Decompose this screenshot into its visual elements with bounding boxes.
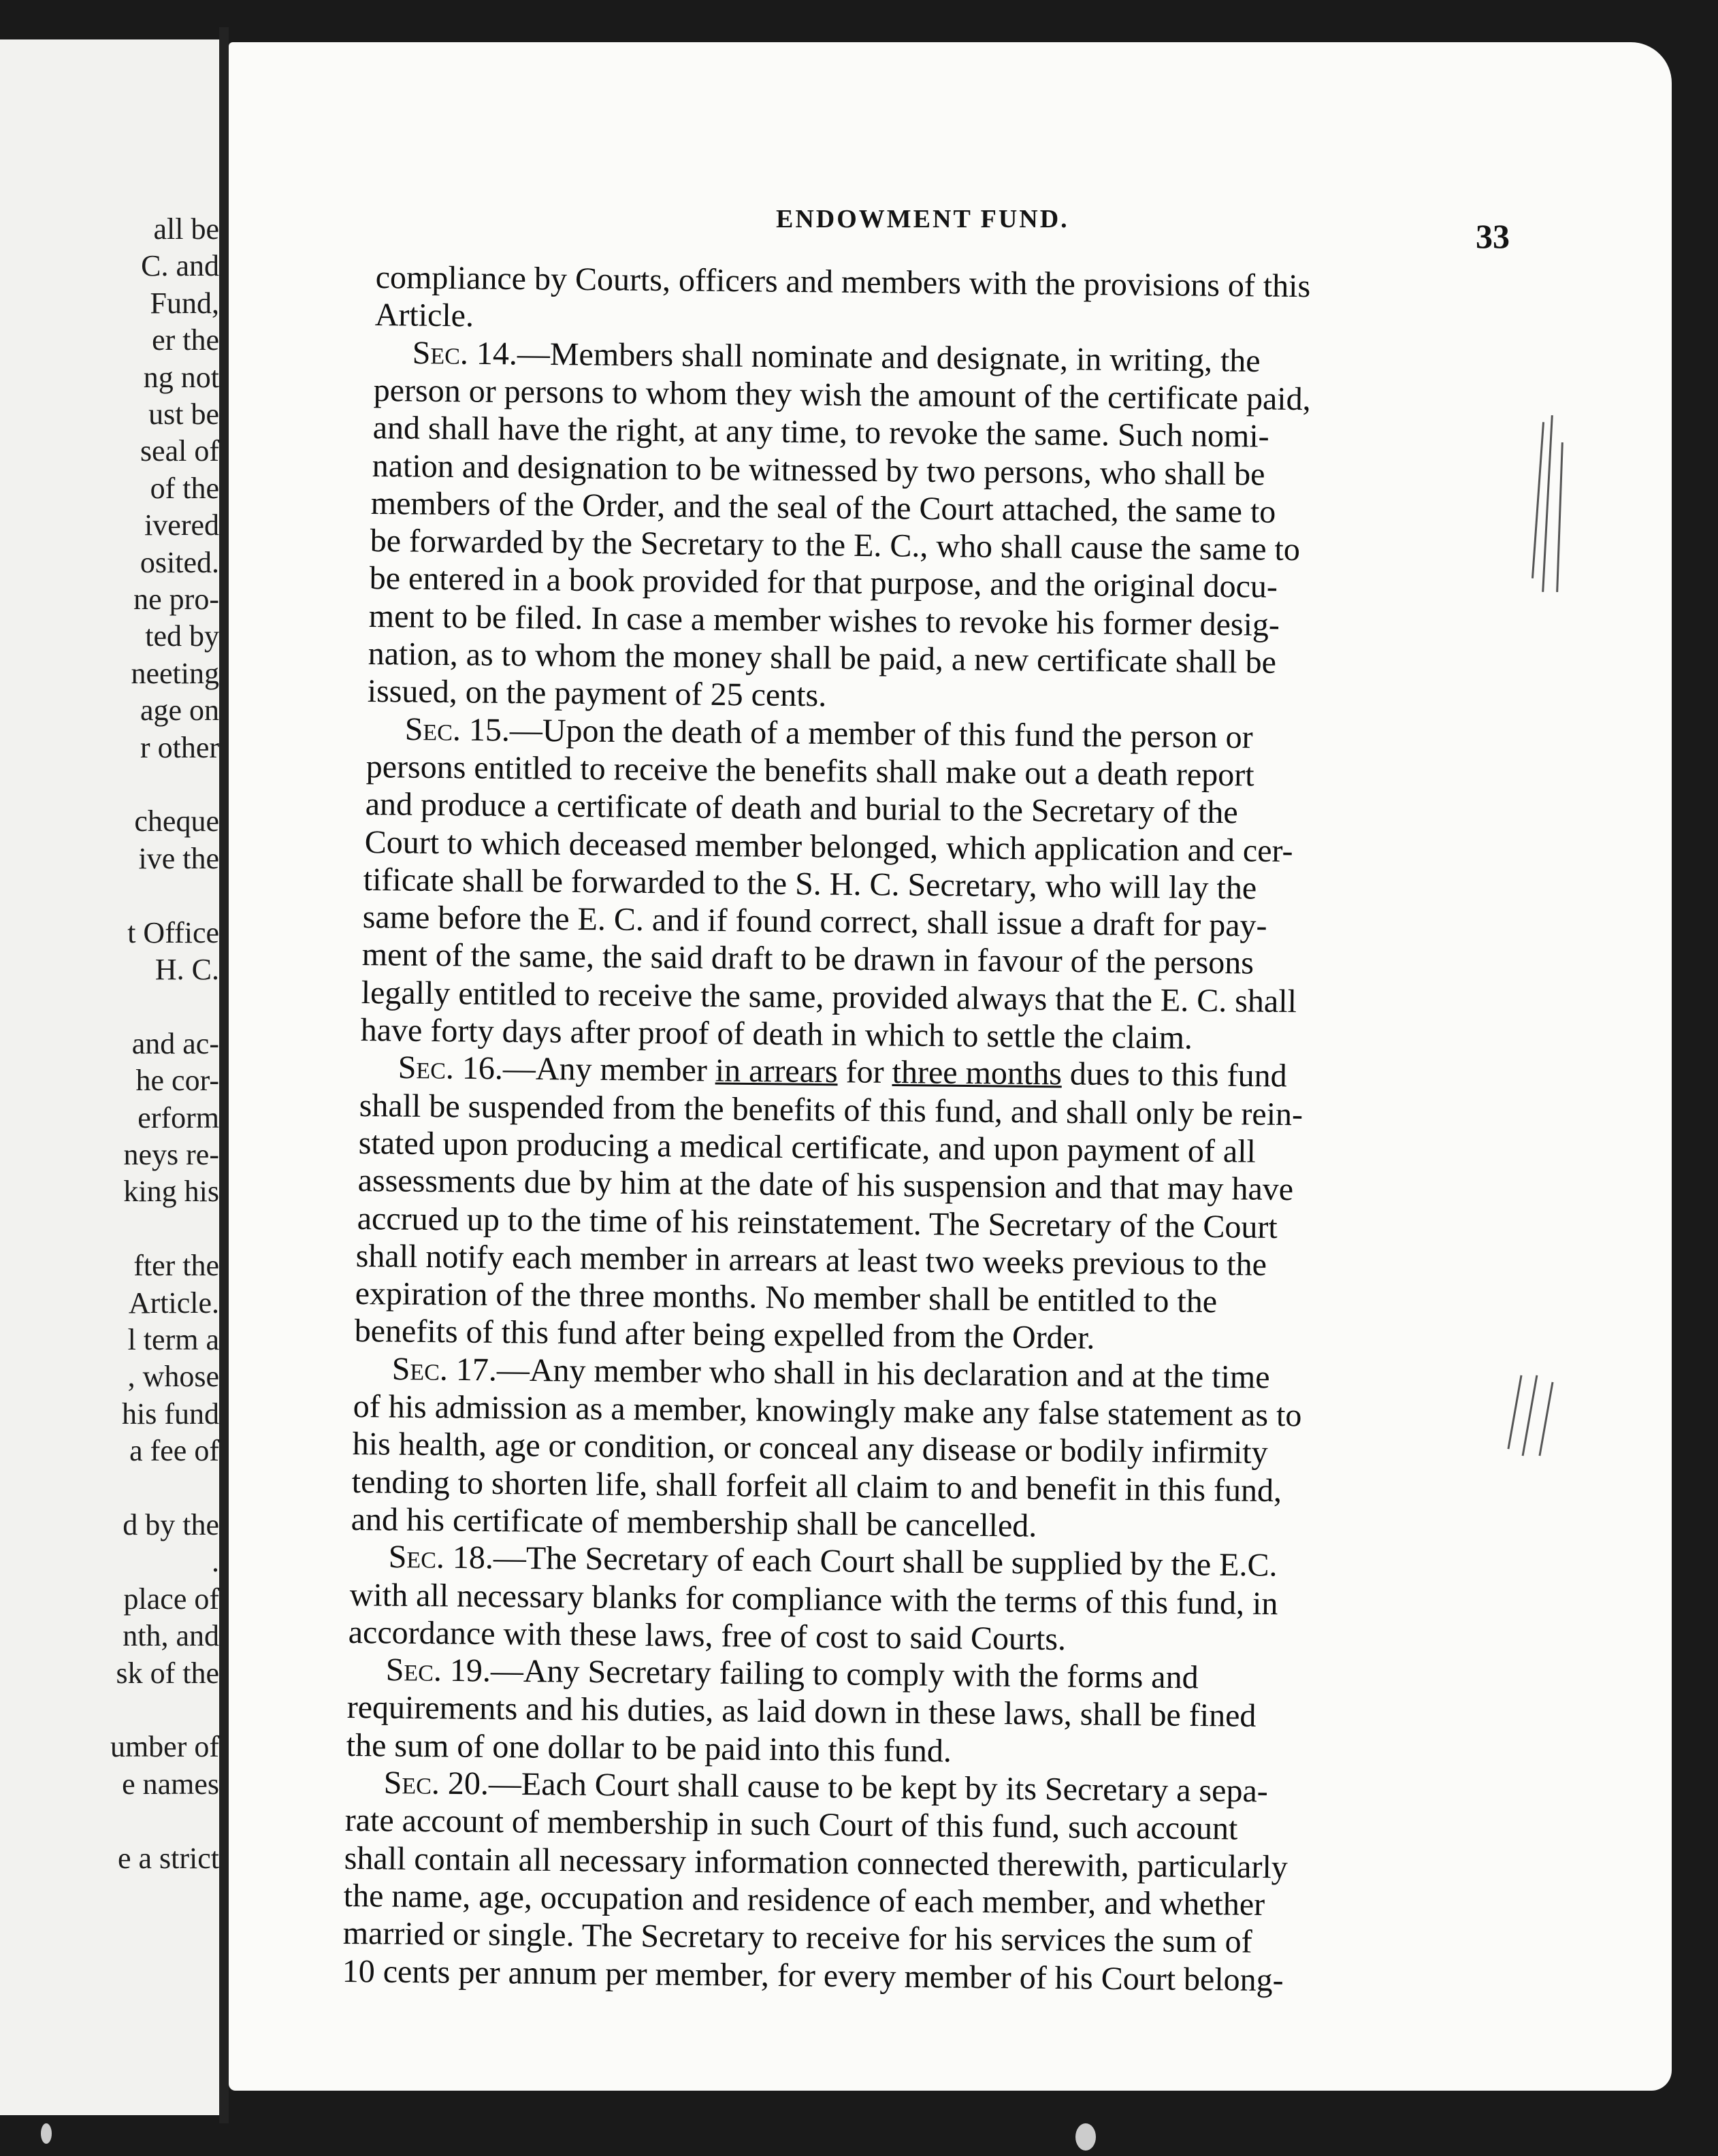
left-page-fragment: fter the — [133, 1249, 219, 1283]
text-line — [367, 674, 826, 713]
left-page-fragment: , whose — [127, 1360, 219, 1394]
text-line — [351, 1502, 1037, 1544]
line-text: accordance with these laws, free of cost to said Courts. — [348, 1614, 1067, 1657]
line-text: shall notify each member in arrears at least two weeks previous to the — [355, 1237, 1267, 1283]
line-text: married or single. The Secretary to receive for his services the sum of — [342, 1915, 1252, 1961]
line-text: —Any member who shall in his declaration and at the time — [496, 1352, 1270, 1396]
page-number: 33 — [1476, 217, 1510, 255]
left-page-fragment: e a strict — [117, 1841, 219, 1875]
underlined-phrase: in arrears — [715, 1052, 838, 1090]
left-page-fragment: of the — [150, 471, 219, 505]
line-text: —Any Secretary failing to comply with the forms and — [490, 1652, 1199, 1696]
section-label: Sec. 14. — [412, 334, 517, 372]
left-page-fragment: l term a — [127, 1323, 219, 1356]
line-text: legally entitled to receive the same, provided always that the E. C. shall — [361, 974, 1297, 1019]
page-speck — [1075, 2123, 1096, 2151]
left-page-fragment: nth, and — [123, 1619, 219, 1653]
text-line — [349, 1615, 1067, 1657]
left-page-fragment: place of — [123, 1582, 219, 1616]
line-text: person or persons to whom they wish the amount of the certificate paid, — [373, 372, 1311, 418]
section-label: Sec. 17. — [391, 1350, 498, 1388]
section-label: Sec. 15. — [404, 710, 510, 749]
left-page-fragment: ted by — [145, 619, 219, 653]
line-text: same before the E. C. and if found correct, shall issue a draft for pay- — [362, 899, 1268, 944]
left-page — [0, 39, 219, 2115]
left-page-fragment: e names — [122, 1767, 219, 1801]
line-text: 10 cents per annum per member, for every member of his Court belong- — [342, 1953, 1284, 1998]
left-page-fragment: king his — [123, 1175, 219, 1209]
line-text: and shall have the right, at any time, to revoke the same. Such nomi- — [372, 410, 1269, 455]
left-page-fragment: ne pro- — [133, 583, 219, 616]
line-text: expiration of the three months. No member shall be entitled to the — [355, 1275, 1218, 1320]
line-text: —Any member — [502, 1050, 715, 1089]
left-page-fragment: all be — [153, 212, 219, 246]
text-line — [374, 297, 474, 333]
left-page-fragment: Fund, — [150, 286, 219, 320]
left-page-fragment: t Office — [127, 915, 219, 949]
line-text: requirements and his duties, as laid down in these laws, shall be fined — [346, 1689, 1257, 1735]
line-text: —Members shall nominate and designate, in writing, the — [517, 336, 1261, 379]
line-text: the sum of one dollar to be paid into this fund. — [346, 1727, 952, 1769]
left-page-fragment: cheque — [134, 804, 219, 838]
page-speck — [41, 2123, 52, 2144]
line-text: Article. — [374, 297, 474, 334]
line-text: for — [837, 1054, 892, 1091]
running-header: ENDOWMENT FUND. — [776, 205, 1069, 233]
line-text: ment to be filed. In case a member wishes to revoke his former desig- — [368, 598, 1280, 643]
left-page-fragment: umber of — [110, 1730, 219, 1764]
left-page-fragment: neeting — [131, 656, 219, 690]
left-page-fragment: ng not — [143, 360, 219, 394]
section-label: Sec. 19. — [385, 1652, 491, 1689]
left-page-fragment: his fund — [122, 1396, 219, 1431]
line-text: his health, age or condition, or conceal any disease or bodily infirmity — [352, 1426, 1268, 1471]
line-text: the name, age, occupation and residence of each member, and whether — [343, 1877, 1265, 1923]
line-text: nation and designation to be witnessed by two persons, who shall be — [372, 447, 1265, 493]
line-text: —Each Court shall cause to be kept by its Secretary a sepa- — [488, 1765, 1269, 1810]
underlined-phrase: three months — [892, 1054, 1063, 1092]
line-text: and produce a certificate of death and burial to the Secretary of the — [365, 786, 1238, 831]
line-text: persons entitled to receive the benefits shall make out a death report — [366, 748, 1254, 794]
line-text: tificate shall be forwarded to the S. H. C. Secretary, who will lay the — [363, 861, 1257, 906]
line-text: with all necessary blanks for compliance with the terms of this fund, in — [349, 1576, 1278, 1622]
line-text: —The Secretary of each Court shall be supplied by the E.C. — [493, 1539, 1278, 1584]
line-text: accrued up to the time of his reinstatement. The Secretary of the Court — [357, 1200, 1278, 1245]
line-text: members of the Order, and the seal of the Court attached, the same to — [370, 485, 1276, 530]
left-page-fragment: H. C. — [155, 953, 219, 986]
left-page-fragment: osited. — [140, 545, 219, 579]
section-label: Sec. 16. — [398, 1049, 504, 1087]
left-page-fragment: Article. — [128, 1286, 219, 1320]
line-text: dues to this fund — [1061, 1056, 1287, 1094]
line-text: stated upon producing a medical certificate, and upon payment of all — [358, 1124, 1256, 1170]
line-text: shall contain all necessary information connected therewith, particularly — [344, 1840, 1288, 1885]
left-page-fragment: r other — [140, 730, 219, 764]
line-text: and his certificate of membership shall be cancelled. — [351, 1501, 1037, 1544]
line-text: assessments due by him at the date of his suspension and that may have — [357, 1162, 1293, 1208]
left-page-fragment: and ac- — [131, 1026, 219, 1060]
left-page-fragment: age on — [140, 693, 219, 728]
left-page-fragment: d by the — [123, 1508, 219, 1541]
text-line — [346, 1728, 952, 1769]
section-label: Sec. 20. — [383, 1765, 489, 1802]
line-text: benefits of this fund after being expelled from the Order. — [354, 1313, 1095, 1356]
left-page-fragment: C. and — [141, 249, 219, 283]
line-text: have forty days after proof of death in which to settle the claim. — [360, 1012, 1193, 1056]
line-text: compliance by Courts, officers and members with the provisions of this — [375, 259, 1311, 305]
line-text: rate account of membership in such Court of this fund, such account — [344, 1802, 1238, 1847]
left-page-fragment: er the — [152, 323, 219, 357]
left-page-fragment: ive the — [138, 841, 219, 875]
line-text: tending to shorten life, shall forfeit all claim to and benefit in this fund, — [351, 1463, 1282, 1509]
left-page-fragment: he cor- — [135, 1064, 219, 1098]
section-label: Sec. 18. — [388, 1539, 493, 1576]
line-text: issued, on the payment of 25 cents. — [367, 673, 827, 714]
line-text: ment of the same, the said draft to be drawn in favour of the persons — [361, 936, 1254, 981]
left-page-fragment: erform — [137, 1100, 219, 1134]
left-page-fragment: neys re- — [123, 1138, 219, 1171]
line-text: be forwarded by the Secretary to the E. C., who shall cause the same to — [370, 523, 1301, 568]
line-text: shall be suspended from the benefits of this fund, and shall only be rein- — [359, 1087, 1303, 1132]
line-text: of his admission as a member, knowingly make any false statement as to — [353, 1388, 1302, 1434]
left-page-fragment: a fee of — [129, 1434, 219, 1468]
text-line — [355, 1313, 1095, 1356]
left-page-fragment: sk of the — [116, 1656, 219, 1690]
left-page-fragment: . — [212, 1545, 219, 1579]
line-text: nation, as to whom the money shall be paid, a new certificate shall be — [368, 636, 1277, 681]
book-gutter — [219, 27, 229, 2123]
left-page-fragment: seal of — [140, 434, 219, 468]
line-text: be entered in a book provided for that purpose, and the original docu- — [369, 560, 1278, 606]
line-text: Court to which deceased member belonged, which application and cer- — [364, 823, 1293, 869]
line-text: —Upon the death of a member of this fund the person or — [509, 712, 1253, 755]
left-page-fragment: ivered — [144, 508, 219, 542]
left-page-fragment: ust be — [148, 397, 219, 431]
